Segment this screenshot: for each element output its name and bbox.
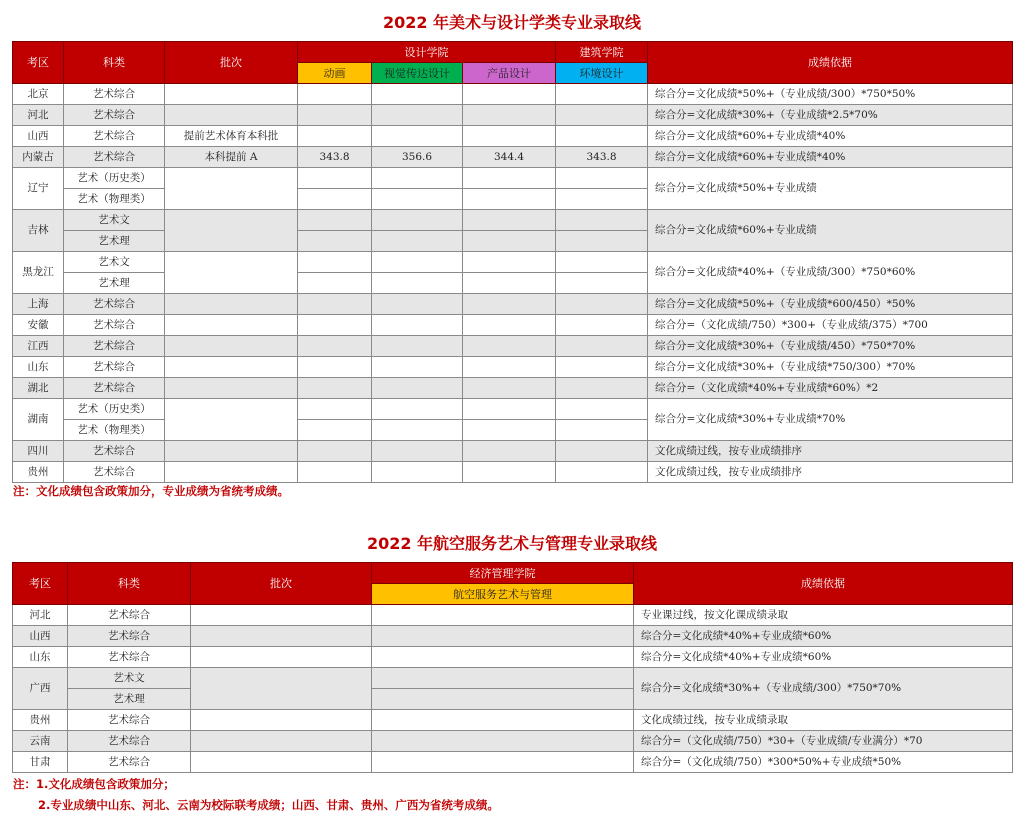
score-cell — [556, 315, 648, 336]
basis-cell: 综合分=文化成绩*60%+专业成绩*40% — [648, 126, 1013, 147]
score-cell — [556, 210, 648, 231]
score-cell — [372, 731, 634, 752]
score-cell — [556, 168, 648, 189]
batch-cell — [165, 315, 298, 336]
subject-cell: 艺术综合 — [64, 105, 165, 126]
subject-cell: 艺术综合 — [64, 336, 165, 357]
art-design-admission-table — [12, 41, 1013, 483]
region-cell: 安徽 — [13, 315, 64, 336]
score-cell — [298, 273, 372, 294]
score-cell — [372, 294, 463, 315]
score-cell — [372, 336, 463, 357]
score-cell — [463, 462, 556, 483]
basis-cell: 综合分=文化成绩*40%+专业成绩*60% — [634, 626, 1013, 647]
batch-cell — [191, 710, 372, 731]
batch-cell — [165, 294, 298, 315]
basis-cell: 综合分=文化成绩*30%+（专业成绩/450）*750*70% — [648, 336, 1013, 357]
header-subject: 科类 — [64, 42, 165, 84]
score-cell — [463, 357, 556, 378]
table-row — [13, 647, 1013, 668]
score-cell — [556, 105, 648, 126]
score-cell — [463, 294, 556, 315]
subject-cell: 艺术综合 — [64, 84, 165, 105]
basis-cell: 综合分=文化成绩*50%+专业成绩 — [648, 168, 1013, 210]
batch-cell: 本科提前 A — [165, 147, 298, 168]
region-cell: 内蒙古 — [13, 147, 64, 168]
region-cell: 河北 — [13, 605, 68, 626]
score-cell — [463, 126, 556, 147]
subject-cell: 艺术理 — [64, 273, 165, 294]
basis-cell: 综合分=文化成绩*60%+专业成绩*40% — [648, 147, 1013, 168]
batch-cell — [191, 626, 372, 647]
score-cell — [556, 231, 648, 252]
header-major: 航空服务艺术与管理 — [372, 584, 634, 605]
table-row — [13, 336, 1013, 357]
batch-cell: 提前艺术体育本科批 — [165, 126, 298, 147]
batch-cell — [165, 378, 298, 399]
score-cell — [372, 605, 634, 626]
score-cell — [372, 231, 463, 252]
region-cell: 江西 — [13, 336, 64, 357]
region-cell: 山东 — [13, 647, 68, 668]
table2-title: 2022 年航空服务艺术与管理专业录取线 — [366, 534, 658, 553]
score-cell: 343.8 — [556, 147, 648, 168]
table-row — [13, 294, 1013, 315]
subject-cell: 艺术（历史类） — [64, 399, 165, 420]
basis-cell: 综合分=文化成绩*30%+（专业成绩/300）*750*70% — [634, 668, 1013, 710]
score-cell — [372, 441, 463, 462]
score-cell — [298, 252, 372, 273]
score-cell — [556, 273, 648, 294]
score-cell — [463, 189, 556, 210]
score-cell — [298, 105, 372, 126]
score-cell — [298, 210, 372, 231]
region-cell: 河北 — [13, 105, 64, 126]
score-cell — [556, 441, 648, 462]
basis-cell: 综合分=文化成绩*30%+（专业成绩*2.5*70% — [648, 105, 1013, 126]
score-cell — [463, 105, 556, 126]
score-cell — [372, 710, 634, 731]
basis-cell: 综合分=文化成绩*50%+（专业成绩*600/450）*50% — [648, 294, 1013, 315]
score-cell — [372, 689, 634, 710]
score-cell — [556, 420, 648, 441]
score-cell — [556, 84, 648, 105]
table1-note: 注：文化成绩包含政策加分，专业成绩为省统考成绩。 — [13, 484, 289, 498]
subject-cell: 艺术综合 — [68, 626, 191, 647]
region-cell: 北京 — [13, 84, 64, 105]
batch-cell — [165, 252, 298, 294]
header-subject: 科类 — [68, 563, 191, 605]
batch-cell — [191, 731, 372, 752]
score-cell — [372, 647, 634, 668]
table-row — [13, 752, 1013, 773]
subject-cell: 艺术（物理类） — [64, 420, 165, 441]
batch-cell — [165, 168, 298, 210]
score-cell — [372, 626, 634, 647]
batch-cell — [165, 105, 298, 126]
score-cell — [372, 84, 463, 105]
header-region: 考区 — [13, 563, 68, 605]
subject-cell: 艺术（历史类） — [64, 168, 165, 189]
subject-cell: 艺术理 — [68, 689, 191, 710]
table-row — [13, 126, 1013, 147]
region-cell: 甘肃 — [13, 752, 68, 773]
score-cell — [298, 441, 372, 462]
table-row — [13, 357, 1013, 378]
region-cell: 贵州 — [13, 710, 68, 731]
header-major: 动画 — [298, 63, 372, 84]
subject-cell: 艺术综合 — [64, 441, 165, 462]
region-cell: 黑龙江 — [13, 252, 64, 294]
header-batch: 批次 — [165, 42, 298, 84]
basis-cell: 综合分=（文化成绩/750）*30+（专业成绩/专业满分）*70 — [634, 731, 1013, 752]
table-row — [13, 378, 1013, 399]
batch-cell — [165, 441, 298, 462]
table-row — [13, 315, 1013, 336]
score-cell — [298, 399, 372, 420]
score-cell — [463, 420, 556, 441]
region-cell: 贵州 — [13, 462, 64, 483]
basis-cell: 文化成绩过线，按专业成绩排序 — [648, 462, 1013, 483]
score-cell — [298, 378, 372, 399]
score-cell — [463, 168, 556, 189]
score-cell — [298, 315, 372, 336]
subject-cell: 艺术综合 — [64, 147, 165, 168]
score-cell: 343.8 — [298, 147, 372, 168]
score-cell — [556, 336, 648, 357]
score-cell — [463, 378, 556, 399]
score-cell — [463, 315, 556, 336]
batch-cell — [165, 210, 298, 252]
batch-cell — [165, 399, 298, 441]
basis-cell: 综合分=文化成绩*30%+（专业成绩*750/300）*70% — [648, 357, 1013, 378]
subject-cell: 艺术（物理类） — [64, 189, 165, 210]
subject-cell: 艺术综合 — [68, 647, 191, 668]
header-major: 环境设计 — [556, 63, 648, 84]
table-row — [13, 147, 1013, 168]
region-cell: 上海 — [13, 294, 64, 315]
basis-cell: 综合分=文化成绩*40%+专业成绩*60% — [634, 647, 1013, 668]
table-row — [13, 731, 1013, 752]
subject-cell: 艺术综合 — [64, 315, 165, 336]
basis-cell: 文化成绩过线，按专业成绩录取 — [634, 710, 1013, 731]
score-cell — [372, 126, 463, 147]
score-cell — [298, 231, 372, 252]
score-cell — [463, 252, 556, 273]
score-cell — [372, 168, 463, 189]
subject-cell: 艺术综合 — [64, 126, 165, 147]
table-row — [13, 668, 1013, 689]
score-cell — [556, 294, 648, 315]
basis-cell: 综合分=文化成绩*50%+（专业成绩/300）*750*50% — [648, 84, 1013, 105]
score-cell — [372, 315, 463, 336]
score-cell — [372, 189, 463, 210]
basis-cell: 专业课过线，按文化课成绩录取 — [634, 605, 1013, 626]
score-cell — [372, 210, 463, 231]
table-row — [13, 84, 1013, 105]
score-cell — [372, 420, 463, 441]
batch-cell — [165, 357, 298, 378]
table-row — [13, 399, 1013, 420]
score-cell — [298, 189, 372, 210]
basis-cell: 综合分=（文化成绩/750）*300*50%+专业成绩*50% — [634, 752, 1013, 773]
basis-cell: 综合分=文化成绩*40%+（专业成绩/300）*750*60% — [648, 252, 1013, 294]
batch-cell — [191, 605, 372, 626]
score-cell — [298, 420, 372, 441]
score-cell — [298, 84, 372, 105]
subject-cell: 艺术理 — [64, 231, 165, 252]
table-row — [13, 252, 1013, 273]
score-cell — [372, 752, 634, 773]
batch-cell — [165, 336, 298, 357]
score-cell — [463, 336, 556, 357]
header-college-design: 设计学院 — [298, 42, 556, 63]
score-cell — [372, 462, 463, 483]
header-batch: 批次 — [191, 563, 372, 605]
score-cell — [372, 668, 634, 689]
score-cell — [372, 378, 463, 399]
region-cell: 云南 — [13, 731, 68, 752]
score-cell — [298, 462, 372, 483]
basis-cell: 综合分=（文化成绩*40%+专业成绩*60%）*2 — [648, 378, 1013, 399]
region-cell: 山西 — [13, 126, 64, 147]
region-cell: 辽宁 — [13, 168, 64, 210]
basis-cell: 综合分=文化成绩*30%+专业成绩*70% — [648, 399, 1013, 441]
score-cell — [298, 357, 372, 378]
batch-cell — [165, 462, 298, 483]
table-row — [13, 710, 1013, 731]
score-cell — [372, 252, 463, 273]
region-cell: 湖南 — [13, 399, 64, 441]
score-cell — [372, 273, 463, 294]
region-cell: 山东 — [13, 357, 64, 378]
score-cell — [556, 399, 648, 420]
score-cell — [463, 84, 556, 105]
subject-cell: 艺术文 — [64, 252, 165, 273]
score-cell — [556, 462, 648, 483]
score-cell — [372, 357, 463, 378]
score-cell — [463, 399, 556, 420]
score-cell — [463, 441, 556, 462]
score-cell — [298, 294, 372, 315]
score-cell — [556, 126, 648, 147]
table-row — [13, 626, 1013, 647]
subject-cell: 艺术综合 — [68, 605, 191, 626]
subject-cell: 艺术文 — [68, 668, 191, 689]
table2-note-2: 2.专业成绩中山东、河北、云南为校际联考成绩；山西、甘肃、贵州、广西为省统考成绩。 — [38, 798, 499, 812]
batch-cell — [191, 752, 372, 773]
header-major: 产品设计 — [463, 63, 556, 84]
score-cell — [463, 231, 556, 252]
basis-cell: 文化成绩过线，按专业成绩排序 — [648, 441, 1013, 462]
score-cell — [298, 336, 372, 357]
aviation-service-admission-table — [12, 562, 1013, 773]
header-basis: 成绩依据 — [634, 563, 1013, 605]
region-cell: 广西 — [13, 668, 68, 710]
score-cell — [298, 126, 372, 147]
header-college-architecture: 建筑学院 — [556, 42, 648, 63]
header-basis: 成绩依据 — [648, 42, 1013, 84]
table-row — [13, 441, 1013, 462]
batch-cell — [165, 84, 298, 105]
subject-cell: 艺术综合 — [64, 357, 165, 378]
table1-title: 2022 年美术与设计学类专业录取线 — [382, 13, 642, 32]
subject-cell: 艺术综合 — [68, 731, 191, 752]
score-cell — [463, 210, 556, 231]
subject-cell: 艺术文 — [64, 210, 165, 231]
table-row — [13, 105, 1013, 126]
subject-cell: 艺术综合 — [64, 378, 165, 399]
subject-cell: 艺术综合 — [68, 710, 191, 731]
table-row — [13, 168, 1013, 189]
batch-cell — [191, 647, 372, 668]
region-cell: 四川 — [13, 441, 64, 462]
region-cell: 湖北 — [13, 378, 64, 399]
score-cell — [556, 189, 648, 210]
batch-cell — [191, 668, 372, 710]
basis-cell: 综合分=文化成绩*60%+专业成绩 — [648, 210, 1013, 252]
score-cell: 344.4 — [463, 147, 556, 168]
score-cell — [372, 399, 463, 420]
score-cell: 356.6 — [372, 147, 463, 168]
basis-cell: 综合分=（文化成绩/750）*300+（专业成绩/375）*700 — [648, 315, 1013, 336]
subject-cell: 艺术综合 — [68, 752, 191, 773]
header-region: 考区 — [13, 42, 64, 84]
region-cell: 吉林 — [13, 210, 64, 252]
score-cell — [463, 273, 556, 294]
subject-cell: 艺术综合 — [64, 462, 165, 483]
table-row — [13, 462, 1013, 483]
score-cell — [372, 105, 463, 126]
score-cell — [556, 252, 648, 273]
table2-note-1: 注：1.文化成绩包含政策加分； — [13, 777, 175, 791]
region-cell: 山西 — [13, 626, 68, 647]
score-cell — [556, 378, 648, 399]
table-row — [13, 605, 1013, 626]
header-major: 视觉传达设计 — [372, 63, 463, 84]
table-row — [13, 210, 1013, 231]
header-college-economics: 经济管理学院 — [372, 563, 634, 584]
score-cell — [556, 357, 648, 378]
score-cell — [298, 168, 372, 189]
subject-cell: 艺术综合 — [64, 294, 165, 315]
